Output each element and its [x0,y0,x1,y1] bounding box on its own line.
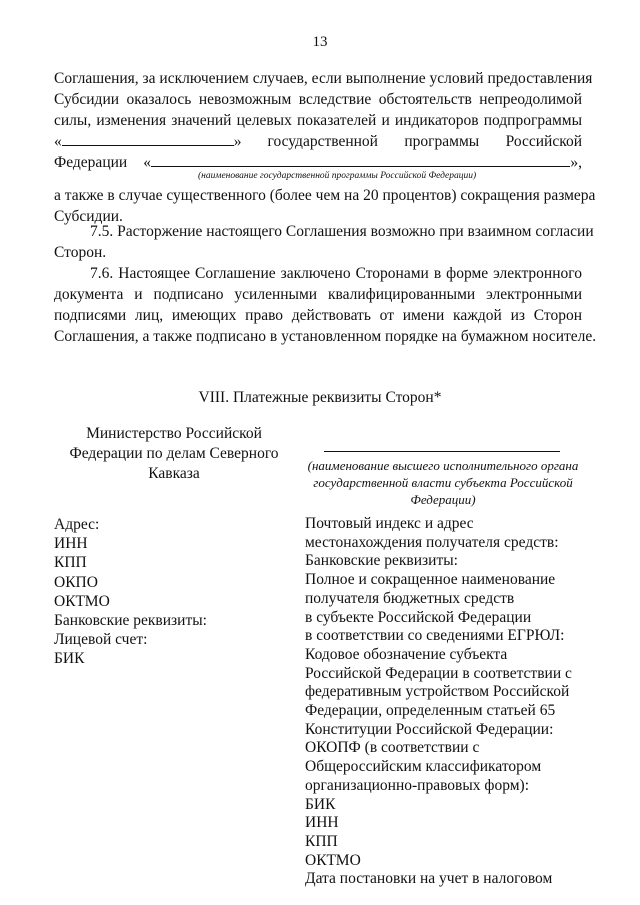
requisite-field: в соответствии со сведениями ЕГРЮЛ: [305,627,565,645]
caption-line: (наименование высшего исполнительного органа [307,458,579,473]
program-blank [151,154,570,167]
open-quote: « [143,154,151,171]
requisite-field: Полное и сокращенное наименование [305,571,556,589]
text-line: документа и подписано усиленными квалифицированными электронными [54,286,582,303]
text-line: Сторон. [54,244,107,261]
requisite-field: ОКПО [54,573,98,591]
paragraph-7-5 [54,221,594,263]
requisite-field: ОКТМО [54,592,110,610]
requisite-field: Федерации, определенным статьей 65 [305,702,556,720]
caption-line: государственной власти субъекта Российской [313,475,573,490]
text-line: силы, изменения значений целевых показателей и индикаторов подпрограммы [54,112,582,129]
text-line: Субсидии оказалось невозможным вследствие обстоятельств непреодолимой [54,91,582,108]
text-line: а также в случае существенного (более чем на 20 процентов) сокращения размера [54,187,596,204]
requisite-field: Российской Федерации в соответствии с [305,664,572,682]
requisite-field: местонахождения получателя средств: [305,533,559,551]
text-line: Соглашения, а также подписано в установленном порядке на бумажном носителе. [54,328,597,345]
text-line: подписями лиц, имеющих право действовать от имени каждой из Сторон [54,307,582,324]
requisite-field: БИК [54,650,85,668]
ministry-name-line: Министерство Российской [86,425,262,442]
subprogram-blank [62,133,234,146]
text-line-subprogram [54,131,582,152]
ministry-name-line: Федерации по делам Северного [69,445,279,462]
requisite-field: КПП [305,832,338,850]
text-line: 7.6. Настоящее Соглашение заключено Сторонами в форме электронного [90,265,582,282]
federation-word: Федерации [54,154,128,171]
close-quote-comma: », [570,154,582,171]
text-line: 7.5. Расторжение настоящего Соглашения возможно при взаимном согласии [90,223,594,240]
open-quote: « [54,133,62,150]
requisite-field: Лицевой счет: [54,631,148,649]
paragraph-7-4-continuation [54,68,596,227]
requisite-field: Почтовый индекс и адрес [305,515,474,532]
requisite-field: Конституции Российской Федерации: [305,720,554,738]
requisite-field: Общероссийским классификатором [305,758,542,776]
requisite-field: БИК [305,795,336,813]
requisite-field: Банковские реквизиты: [305,552,458,570]
region-authority-caption [298,457,588,508]
ministry-requisites [54,515,207,669]
requisite-field: ОКТМО [305,851,361,869]
ministry-name [54,424,294,484]
program-text: государственной программы Российской [267,133,582,150]
caption-line: Федерации) [410,492,476,507]
close-quote: » [233,133,242,150]
requisite-field: Дата постановки на учет в налоговом [305,870,553,888]
requisite-field: в субъекте Российской Федерации [305,608,532,626]
program-caption: (наименование государственной программы Российской Федерации) [198,171,477,181]
text-line: Соглашения, за исключением случаев, если выполнение условий предоставления [54,70,593,87]
region-requisites [305,515,572,889]
section-title: VIII. Платежные реквизиты Сторон* [198,389,442,406]
ministry-name-line: Кавказа [148,465,200,482]
paragraph-7-6 [54,263,597,347]
requisite-field: КПП [54,554,87,572]
text-line: Субсидии. [54,208,123,225]
requisite-field: федеративным устройством Российской [305,683,570,701]
region-authority-blank [324,451,560,452]
requisite-field: Кодовое обозначение субъекта [305,645,508,663]
requisite-field: получателя бюджетных средств [305,589,515,607]
requisite-field: ИНН [54,535,88,553]
requisite-field: ОКОПФ (в соответствии с [305,739,480,757]
requisite-field: Адрес: [54,516,100,533]
requisite-field: ИНН [305,814,339,832]
requisite-field: организационно-правовых форм): [305,776,530,794]
page-number: 13 [312,34,328,50]
requisite-field: Банковские реквизиты: [54,612,207,630]
